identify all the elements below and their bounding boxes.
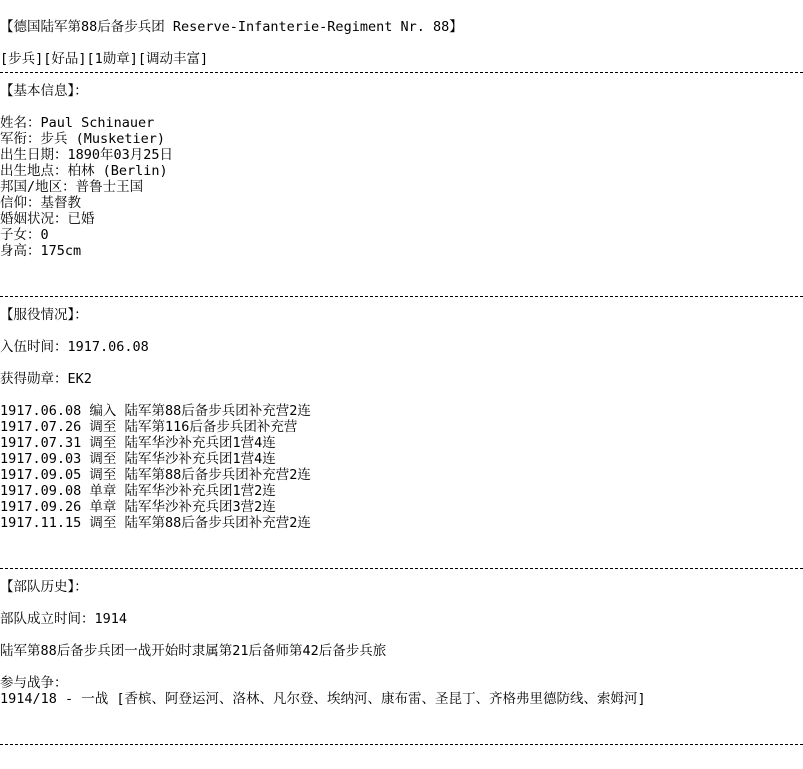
- field-enlist-date: 入伍时间：1917.06.08: [0, 339, 149, 355]
- service-record: 1917.07.26 调至 陆军第116后备步兵团补充营: [0, 419, 298, 435]
- field-state: 邦国/地区：普鲁士王国: [0, 179, 144, 195]
- field-wars: 1914/18 - 一战 [香槟、阿登运河、洛林、凡尔登、埃纳河、康布雷、圣昆丁、齐格弗里德防线、索姆河]: [0, 691, 646, 707]
- field-wars-label: 参与战争：: [0, 675, 68, 691]
- field-marital-status: 婚姻状况：已婚: [0, 211, 95, 227]
- section-divider: [0, 744, 803, 745]
- field-birth-place: 出生地点：柏林 (Berlin): [0, 163, 168, 179]
- section-heading-service: 【服役情况】：: [0, 307, 88, 323]
- service-record: 1917.06.08 编入 陆军第88后备步兵团补充营2连: [0, 403, 311, 419]
- field-height: 身高：175cm: [0, 243, 82, 259]
- field-children: 子女：0: [0, 227, 49, 243]
- section-divider: [0, 296, 803, 297]
- field-name: 姓名：Paul Schinauer: [0, 115, 155, 131]
- field-subordination: 陆军第88后备步兵团一战开始时隶属第21后备师第42后备步兵旅: [0, 643, 387, 659]
- field-founded: 部队成立时间：1914: [0, 611, 128, 627]
- service-record: 1917.07.31 调至 陆军华沙补充兵团1营4连: [0, 435, 276, 451]
- field-rank: 军衔：步兵 (Musketier): [0, 131, 166, 147]
- section-divider: [0, 72, 803, 73]
- section-divider: [0, 568, 803, 569]
- service-record: 1917.09.26 单章 陆军华沙补充兵团3营2连: [0, 499, 276, 515]
- field-birth-date: 出生日期：1890年03月25日: [0, 147, 174, 163]
- tag-list: [步兵][好品][1勋章][调动丰富]: [0, 51, 209, 67]
- section-heading-history: 【部队历史】：: [0, 579, 88, 595]
- service-record: 1917.11.15 调至 陆军第88后备步兵团补充营2连: [0, 515, 311, 531]
- field-religion: 信仰：基督教: [0, 195, 81, 211]
- service-record: 1917.09.08 单章 陆军华沙补充兵团1营2连: [0, 483, 276, 499]
- field-medals: 获得勋章：EK2: [0, 371, 92, 387]
- section-heading-basic: 【基本信息】：: [0, 83, 88, 99]
- document-title: 【德国陆军第88后备步兵团 Reserve-Infanterie-Regiment Nr. 88】: [0, 19, 463, 35]
- service-record: 1917.09.03 调至 陆军华沙补充兵团1营4连: [0, 451, 276, 467]
- service-record: 1917.09.05 调至 陆军第88后备步兵团补充营2连: [0, 467, 311, 483]
